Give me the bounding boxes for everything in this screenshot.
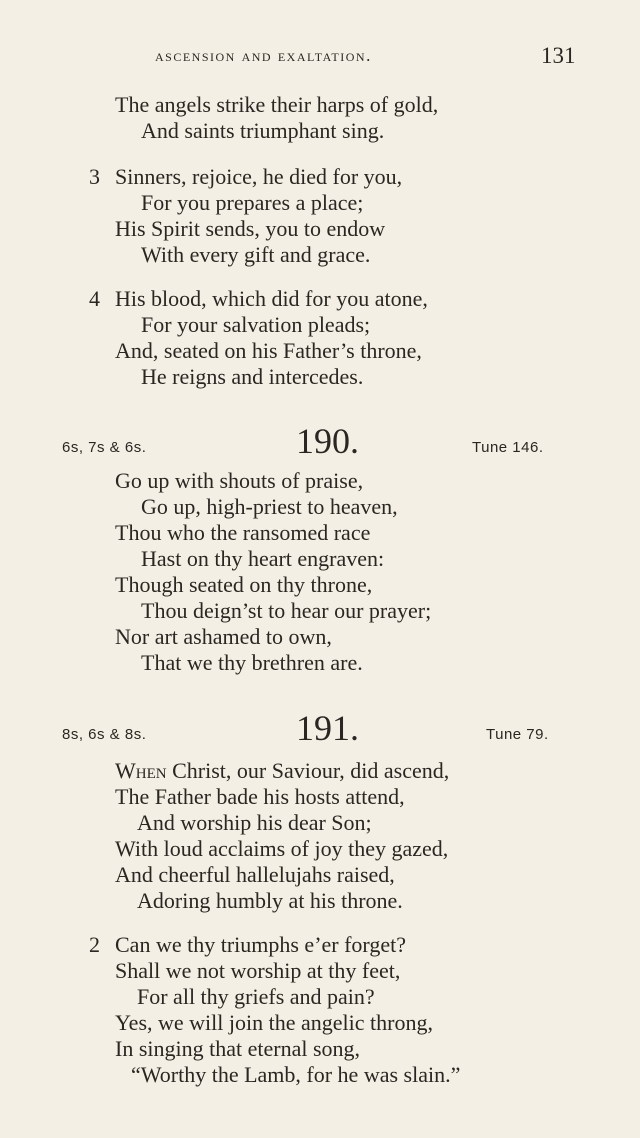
hymn-meter: 6s, 7s & 6s. bbox=[62, 439, 147, 456]
verse-line: Adoring humbly at his throne. bbox=[137, 888, 403, 913]
page-number: 131 bbox=[541, 43, 576, 68]
verse-line: For you prepares a place; bbox=[141, 190, 364, 215]
verse-line: And saints triumphant sing. bbox=[141, 118, 385, 143]
verse-line: Go up with shouts of praise, bbox=[115, 468, 364, 493]
verse-line: And worship his dear Son; bbox=[137, 810, 372, 835]
tune-reference: Tune 146. bbox=[472, 439, 544, 456]
verse-line: Can we thy triumphs e’er forget? bbox=[115, 932, 407, 957]
stanza-number: 3 bbox=[89, 164, 100, 189]
verse-line: Thou deign’st to hear our prayer; bbox=[141, 598, 432, 623]
verse-line: For all thy griefs and pain? bbox=[137, 984, 375, 1009]
verse-line: Shall we not worship at thy feet, bbox=[115, 958, 401, 983]
verse-line: His Spirit sends, you to endow bbox=[115, 216, 386, 241]
running-title: ascension and exaltation. bbox=[155, 46, 372, 65]
verse-line: “Worthy the Lamb, for he was slain.” bbox=[131, 1062, 461, 1087]
verse-line: With every gift and grace. bbox=[141, 242, 371, 267]
tune-reference: Tune 79. bbox=[486, 726, 549, 743]
verse-line: The angels strike their harps of gold, bbox=[115, 92, 439, 117]
verse-line bbox=[115, 758, 449, 784]
verse-line: Nor art ashamed to own, bbox=[115, 624, 332, 649]
verse-line: The Father bade his hosts attend, bbox=[115, 784, 405, 809]
verse-line: Sinners, rejoice, he died for you, bbox=[115, 164, 403, 189]
verse-line: He reigns and intercedes. bbox=[141, 364, 364, 389]
verse-line: Hast on thy heart engraven: bbox=[141, 546, 385, 571]
verse-line: In singing that eternal song, bbox=[115, 1036, 361, 1061]
stanza-number: 4 bbox=[89, 286, 100, 311]
verse-line: And, seated on his Father’s throne, bbox=[115, 338, 422, 363]
verse-line: With loud acclaims of joy they gazed, bbox=[115, 836, 449, 861]
hymn-meter: 8s, 6s & 8s. bbox=[62, 726, 147, 743]
verse-line: Go up, high-priest to heaven, bbox=[141, 494, 398, 519]
verse-line: That we thy brethren are. bbox=[141, 650, 363, 675]
verse-line: Though seated on thy throne, bbox=[115, 572, 373, 597]
first-word-small-caps: When bbox=[115, 758, 167, 783]
first-line-rest: Christ, our Saviour, did ascend, bbox=[166, 758, 450, 783]
stanza-number: 2 bbox=[89, 932, 100, 957]
verse-line: Thou who the ransomed race bbox=[115, 520, 371, 545]
verse-line: And cheerful hallelujahs raised, bbox=[115, 862, 395, 887]
hymn-number: 190. bbox=[296, 421, 359, 461]
verse-line: For your salvation pleads; bbox=[141, 312, 371, 337]
verse-line: Yes, we will join the angelic throng, bbox=[115, 1010, 433, 1035]
verse-line: His blood, which did for you atone, bbox=[115, 286, 428, 311]
hymn-number: 191. bbox=[296, 708, 359, 748]
